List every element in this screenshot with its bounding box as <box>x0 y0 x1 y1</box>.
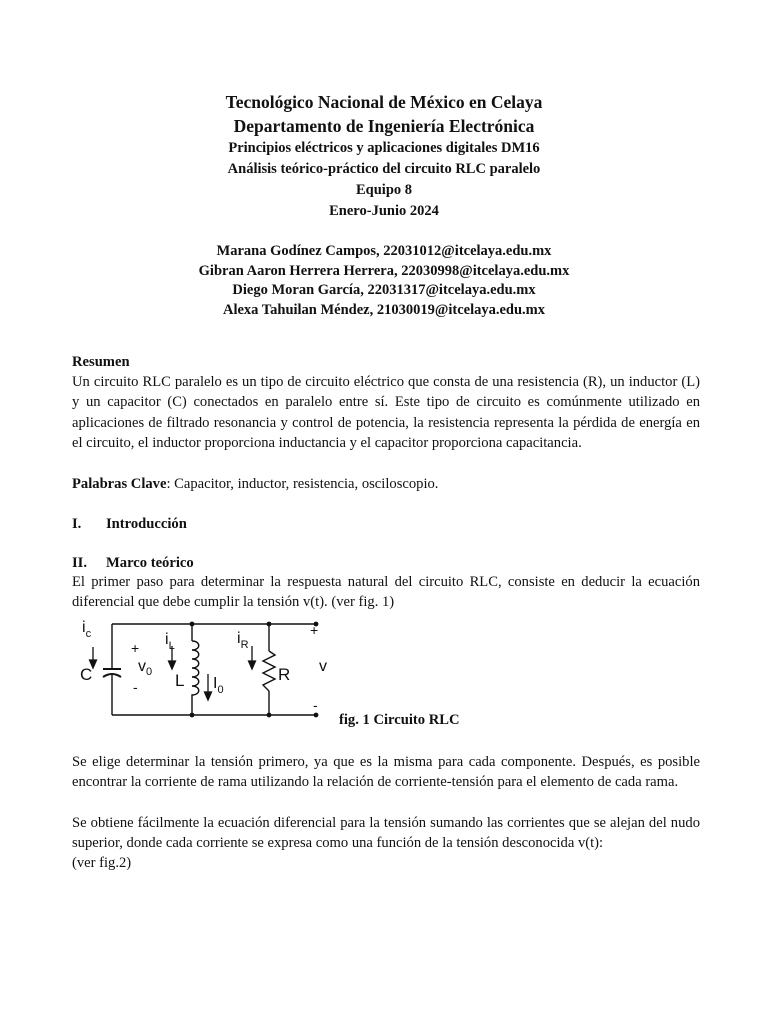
label-il: $i_L$ <box>165 631 175 652</box>
figure-caption: fig. 1 Circuito RLC <box>339 712 460 728</box>
paragraph-theory-intro: El primer paso para determinar la respuesta natural del circuito RLC, consiste en deducir la ecuación diferencial que debe cumplir la tensión v(t). (ver fig. 1) <box>72 574 700 611</box>
period: Enero-Junio 2024 <box>329 203 439 219</box>
section-title: Introducción <box>106 516 187 532</box>
paper-title: Análisis teórico-práctico del circuito RLC paralelo <box>227 161 541 177</box>
section-number: II. <box>72 555 88 571</box>
paragraph-branch-current: Se elige determinar la tensión primero, ya que es la misma para cada componente. Después, es posible encontrar la corriente de rama utilizando la relación de corriente-tensión para el elemento de cada rama. <box>72 754 700 791</box>
current-arrows <box>90 646 256 700</box>
keywords <box>72 474 700 494</box>
section-heading-introduction <box>72 514 187 534</box>
author: Diego Moran García, 22031317@itcelaya.edu.mx <box>232 282 536 298</box>
paragraph-line: Se obtiene fácilmente la ecuación diferencial para la tensión sumando las corrientes que se alejan del nudo superior, donde cada corriente se expresa como una función de la tensión desconocida v(t): <box>72 815 700 852</box>
author: Gibran Aaron Herrera Herrera, 22030998@itcelaya.edu.mx <box>198 262 570 279</box>
keywords-text: : Capacitor, inductor, resistencia, osciloscopio. <box>166 476 439 492</box>
abstract-text: Un circuito RLC paralelo es un tipo de circuito eléctrico que consta de una resistencia (R), un inductor (L) y un capacitor (C) conectados en paralelo entre sí. Este tipo de circuito es comúnmente utilizado en aplicaciones de filtrado resonancia y control de potencia, la resistencia representa la pérdida de energía en el circuito, el inductor proporciona inductancia y el capacitor proporciona capacitancia. <box>72 374 700 451</box>
institution-name: Tecnológico Nacional de México en Celaya <box>225 92 543 112</box>
paragraph-line: (ver fig.2) <box>72 855 132 872</box>
section-number: I. <box>72 516 82 532</box>
label-v: v <box>319 658 327 675</box>
label-c: C <box>80 665 93 684</box>
team-name: Equipo 8 <box>355 182 413 198</box>
label-plus-cap: + <box>131 640 140 656</box>
keywords-label: Palabras Clave <box>72 476 167 492</box>
abstract <box>72 352 700 453</box>
author: Alexa Tahuilan Méndez, 21030019@itcelaya.edu.mx <box>222 301 546 318</box>
inductor-coil <box>192 641 199 697</box>
label-ir: $i_R$ <box>237 630 249 651</box>
label-r: R <box>278 665 291 684</box>
author-list <box>0 242 768 320</box>
label-ic: $i_c$ <box>82 619 92 640</box>
circuit-labels <box>80 619 327 713</box>
resistor-zigzag <box>263 651 275 691</box>
title-block <box>0 90 768 222</box>
section-title: Marco teórico <box>106 555 194 571</box>
department-name: Departamento de Ingeniería Electrónica <box>233 116 535 136</box>
label-minus-bottom: - <box>313 697 318 713</box>
section-heading-marco-teorico <box>72 553 194 573</box>
label-i0: $I_0$ <box>213 675 224 696</box>
author: Marana Godínez Campos, 22031012@itcelaya.edu.mx <box>216 243 552 259</box>
node-dots <box>190 622 319 718</box>
label-minus-cap: - <box>133 679 138 695</box>
label-l: L <box>175 671 185 690</box>
abstract-heading: Resumen <box>72 354 130 370</box>
course-name: Principios eléctricos y aplicaciones digitales DM16 <box>228 140 540 156</box>
rlc-circuit-diagram <box>76 614 332 724</box>
label-v0: $v_0$ <box>138 658 153 678</box>
label-plus-top: + <box>310 622 319 638</box>
paragraph-differential-equation <box>72 813 700 874</box>
